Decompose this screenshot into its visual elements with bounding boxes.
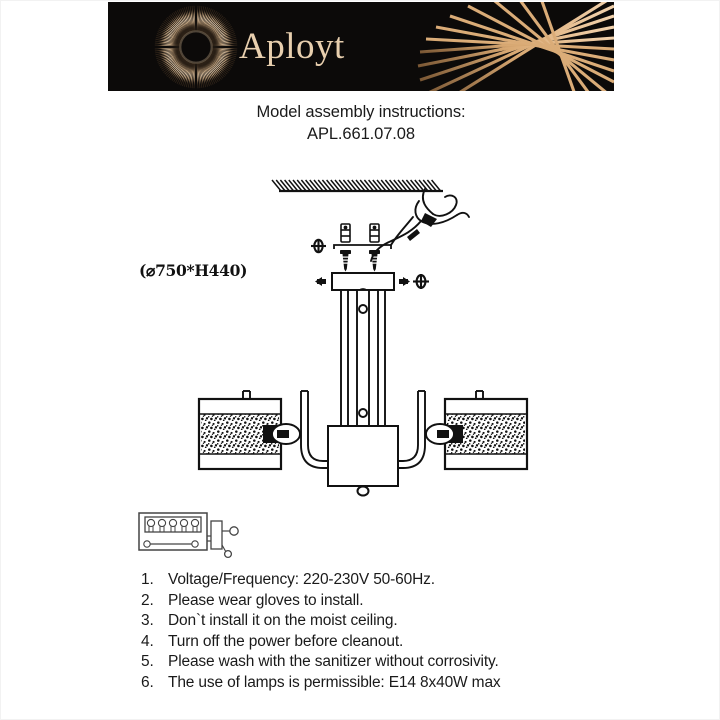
brand-wordmark: Aployt [239, 26, 345, 67]
instruction-item [141, 571, 701, 592]
connector-body-icon [407, 213, 437, 241]
instruction-text: Please wear gloves to install. [168, 591, 364, 609]
instruction-text: Voltage/Frequency: 220-230V 50-60Hz. [168, 571, 435, 588]
center-hub-icon [328, 426, 398, 496]
instruction-number: 6. [141, 673, 154, 691]
assembly-diagram [1, 151, 720, 511]
lamp-shade-icon [199, 399, 300, 469]
instruction-text: Please wash with the sanitizer without corrosivity. [168, 653, 499, 670]
instruction-text: The use of lamps is permissible: E14 8x40W max [168, 673, 501, 691]
title-line-2: APL.661.07.08 [307, 125, 415, 143]
instruction-text: Don`t install it on the moist ceiling. [168, 612, 398, 629]
instruction-item [141, 653, 701, 674]
sunburst-icon [153, 4, 239, 90]
instruction-number: 2. [141, 591, 154, 609]
brand-banner [108, 2, 614, 91]
terminal-block-icon [133, 507, 243, 559]
instruction-text: Turn off the power before cleanout. [168, 632, 404, 650]
title-line-1: Model assembly instructions: [256, 103, 466, 121]
instruction-number: 4. [141, 632, 154, 650]
instruction-item [141, 633, 701, 654]
wire-connector-icon [371, 189, 469, 261]
ceiling-hatch-icon [272, 180, 443, 191]
instruction-number: 3. [141, 612, 154, 629]
wall-anchor-icon [341, 224, 379, 242]
instruction-list [141, 571, 701, 694]
lamp-shade-icon [426, 399, 527, 469]
page-title [1, 101, 720, 145]
dimension-label: (⌀750*H440) [139, 261, 248, 280]
instruction-item [141, 674, 701, 695]
instruction-item [141, 592, 701, 613]
instruction-item [141, 612, 701, 633]
center-rod-icon [341, 290, 385, 426]
instruction-number: 5. [141, 653, 154, 670]
instruction-number: 1. [141, 571, 154, 588]
